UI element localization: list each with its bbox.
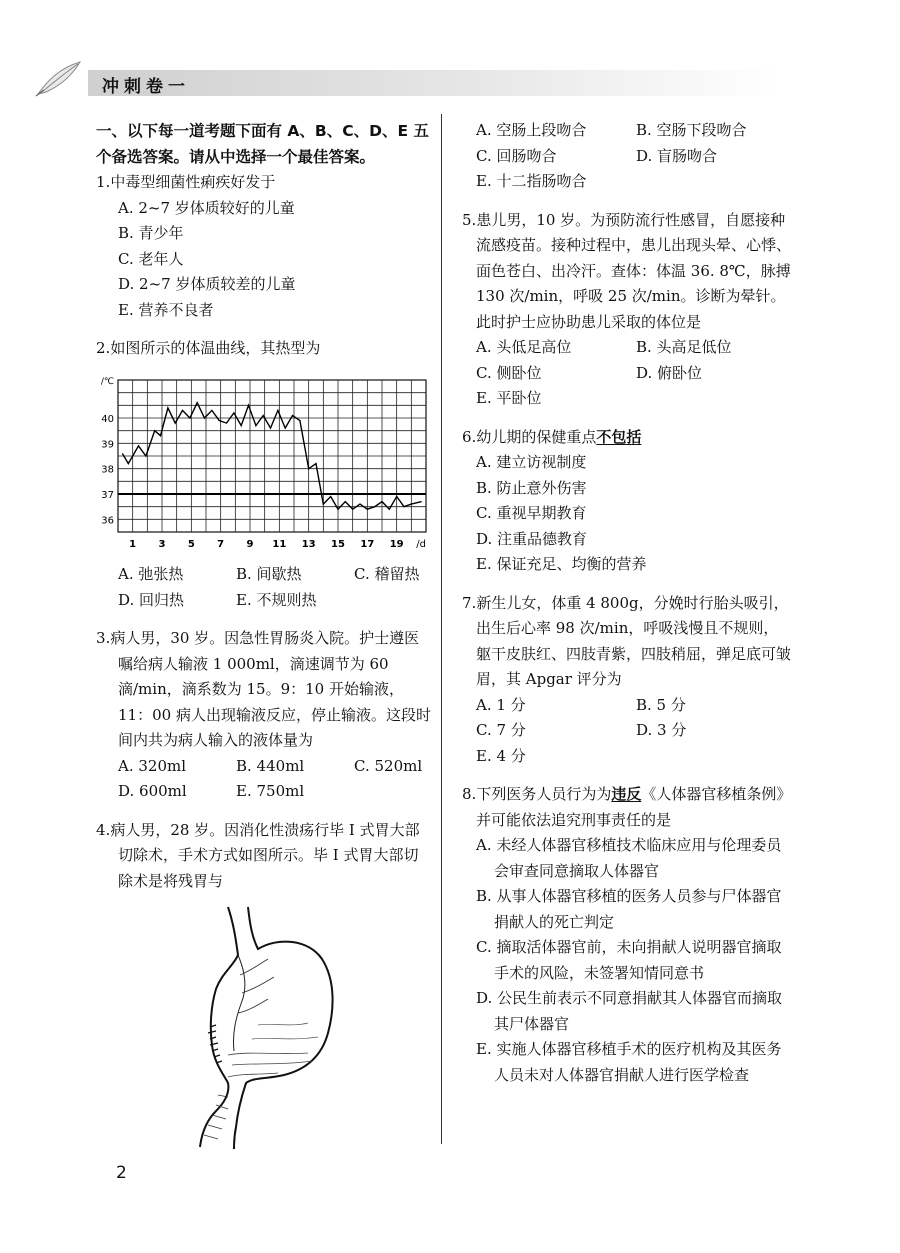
option: B. 空肠下段吻合 — [636, 121, 747, 139]
y-tick-label: 40 — [101, 414, 114, 425]
x-tick-label: 7 — [217, 539, 225, 550]
header-band — [88, 70, 778, 96]
option: D. 注重品德教育 — [476, 529, 588, 548]
option: E. 不规则热 — [236, 590, 317, 609]
option: E. 十二指肠吻合 — [476, 172, 587, 190]
option: B. 头高足低位 — [636, 338, 732, 356]
question-8-stem-rest: 《人体器官移植条例》并可能依法追究刑事责任的是 — [476, 785, 792, 829]
option: C. 侧卧位 — [476, 363, 542, 382]
temperature-chart-svg — [96, 372, 432, 552]
question-2: 2.如图所示的体温曲线，其热型为 — [96, 339, 321, 357]
option: C. 重视早期教育 — [476, 504, 587, 522]
option: A. 弛张热 — [118, 565, 184, 583]
option: E. 4 分 — [476, 746, 526, 765]
question-5-stem: 患儿男，10 岁。为预防流行性感冒，自愿接种流感疫苗。接种过程中，患儿出现头晕、心悸、面色苍白、出冷汗。查体：体温 36. 8℃，脉搏 130 次/min，呼吸 25 次/min。诊断为晕针。此时护士应协助患儿采取的体位是 — [476, 210, 792, 331]
option: C. 稽留热 — [354, 565, 420, 583]
question-8: 8.下列医务人员行为为违反《人体器官移植条例》并可能依法追究刑事责任的是 A. 未经人体器官移植技术临床应用与伦理委员会审查同意摘取人体器官 B. 从事人体器官移植的医务人员参与尸体器官捐献人的死亡判定 C. 摘取活体器官前，未向捐献人说明器官摘取手术的风险，未签署知情同意书 D. 公民生前表示不同意捐献其人体器官而摘取其尸体器官 E. 实施人体器官移植手术的医疗机构及其医务人员未对人体器官捐献人进行医学检查 — [462, 782, 792, 1088]
question-4-stem: 病人男，28 岁。因消化性溃疡行毕 Ⅰ 式胃大部切除术，手术方式如图所示。毕 Ⅰ 式胃大部切除术是将残胃与 — [110, 820, 420, 890]
question-3: 3.病人男，30 岁。因急性胃肠炎入院。护士遵医嘱给病人输液 1 000ml，滴速调节为 60 滴/min，滴系数为 15。9：10 开始输液，11：00 病人出现输液反应，停止输液。这段时间内共为病人输入的液体量为 A. 320ml B. 440ml C. 520ml D. 600ml E. 750ml — [96, 626, 432, 805]
option: C. 摘取活体器官前，未向捐献人说明器官摘取手术的风险，未签署知情同意书 — [476, 938, 782, 982]
option: A. 空肠上段吻合 — [476, 121, 587, 139]
option: D. 公民生前表示不同意捐献其人体器官而摘取其尸体器官 — [476, 989, 783, 1033]
option: A. 头低足高位 — [476, 338, 572, 356]
option: A. 320ml — [118, 756, 187, 775]
y-tick-label: 38 — [101, 464, 114, 476]
y-tick-label: 36 — [101, 515, 114, 527]
option: A. 建立访视制度 — [476, 453, 587, 471]
feather-logo-icon — [34, 58, 86, 98]
question-6-emphasis: 不包括 — [596, 427, 642, 446]
question-6-stem: 幼儿期的保健重点 — [476, 427, 597, 446]
option: C. 520ml — [354, 756, 423, 775]
x-tick-label: 11 — [272, 539, 287, 550]
option: E. 营养不良者 — [118, 300, 214, 319]
option: D. 600ml — [118, 782, 187, 800]
question-2-stem: 如图所示的体温曲线，其热型为 — [110, 339, 321, 357]
x-tick-label: 17 — [360, 539, 375, 550]
option: C. 7 分 — [476, 721, 526, 739]
x-tick-label: 9 — [246, 539, 254, 550]
question-1-stem: 中毒型细菌性痢疾好发于 — [110, 173, 276, 191]
option: C. 回肠吻合 — [476, 146, 557, 165]
question-8-stem: 下列医务人员行为为 — [476, 785, 612, 803]
x-unit-label: /d — [416, 539, 426, 550]
x-tick-label: 15 — [331, 539, 345, 550]
left-column — [96, 118, 432, 362]
y-unit-label: /℃ — [100, 377, 114, 387]
question-5: 5.患儿男，10 岁。为预防流行性感冒，自愿接种流感疫苗。接种过程中，患儿出现头晕、心悸、面色苍白、出冷汗。查体：体温 36. 8℃，脉搏 130 次/min，呼吸 25 次/min。诊断为晕针。此时护士应协助患儿采取的体位是 A. 头低足高位 B. 头高足低位 C. 侧卧位 D. 俯卧位 E. 平卧位 — [462, 208, 792, 412]
option: D. 回归热 — [118, 590, 185, 609]
question-4: 4.病人男，28 岁。因消化性溃疡行毕 Ⅰ 式胃大部切除术，手术方式如图所示。毕 Ⅰ 式胃大部切除术是将残胃与 — [96, 820, 420, 890]
page-number: 2 — [116, 1163, 127, 1183]
question-6: 6.幼儿期的保健重点不包括 A. 建立访视制度 B. 防止意外伤害 C. 重视早期教育 D. 注重品德教育 E. 保证充足、均衡的营养 — [462, 425, 792, 578]
option: E. 实施人体器官移植手术的医疗机构及其医务人员未对人体器官捐献人进行医学检查 — [476, 1040, 782, 1084]
question-7-stem: 新生儿女，体重 4 800g，分娩时行胎头吸引，出生后心率 98 次/min，呼吸浅慢且不规则，躯干皮肤红、四肢青紫，四肢稍屈，弹足底可皱眉，其 Apgar 评分为 — [476, 593, 792, 688]
x-tick-label: 13 — [301, 539, 316, 550]
option: B. 防止意外伤害 — [476, 478, 587, 497]
option: E. 平卧位 — [476, 389, 542, 407]
option: D. 3 分 — [636, 721, 687, 739]
x-tick-label: 19 — [389, 539, 404, 550]
x-tick-label: 5 — [187, 539, 195, 550]
option: D. 盲肠吻合 — [636, 146, 718, 165]
left-column-lower — [96, 562, 432, 894]
header-title: 冲刺卷一 — [102, 77, 190, 97]
option: B. 从事人体器官移植的医务人员参与尸体器官捐献人的死亡判定 — [476, 887, 782, 931]
option: D. 2~7 岁体质较差的儿童 — [118, 275, 296, 293]
option: D. 俯卧位 — [636, 363, 703, 382]
option: B. 间歇热 — [236, 565, 302, 583]
option: B. 5 分 — [636, 695, 686, 714]
x-tick-label: 3 — [158, 539, 166, 550]
option: A. 1 分 — [476, 695, 526, 714]
option: C. 老年人 — [118, 249, 184, 268]
x-tick-label: 1 — [129, 539, 137, 550]
option: B. 青少年 — [118, 224, 184, 242]
option: A. 2~7 岁体质较好的儿童 — [118, 198, 295, 217]
stomach-surgery-illustration — [188, 905, 338, 1150]
question-1: 1.中毒型细菌性痢疾好发于 A. 2~7 岁体质较好的儿童 B. 青少年 C. 老年人 D. 2~7 岁体质较差的儿童 E. 营养不良者 — [96, 170, 432, 323]
y-tick-label: 37 — [101, 490, 114, 501]
option: A. 未经人体器官移植技术临床应用与伦理委员会审查同意摘取人体器官 — [476, 836, 782, 880]
question-7: 7.新生儿女，体重 4 800g，分娩时行胎头吸引，出生后心率 98 次/min，呼吸浅慢且不规则，躯干皮肤红、四肢青紫，四肢稍屈，弹足底可皱眉，其 Apgar 评分为 A. 1 分 B. 5 分 C. 7 分 D. 3 分 E. 4 分 — [462, 591, 792, 770]
column-divider — [441, 114, 442, 1144]
option: E. 保证充足、均衡的营养 — [476, 555, 647, 573]
option: E. 750ml — [236, 782, 305, 800]
right-column — [462, 118, 792, 1088]
question-8-emphasis: 违反 — [611, 785, 642, 803]
question-3-stem: 病人男，30 岁。因急性胃肠炎入院。护士遵医嘱给病人输液 1 000ml，滴速调节为 60 滴/min，滴系数为 15。9：10 开始输液，11：00 病人出现输液反应，停止输液。这段时间内共为病人输入的液体量为 — [110, 629, 431, 749]
temperature-chart — [96, 372, 432, 552]
option: B. 440ml — [236, 756, 305, 775]
y-tick-label: 39 — [101, 439, 114, 451]
section-heading: 一、以下每一道考题下面有 A、B、C、D、E 五个备选答案。请从中选择一个最佳答案。 — [96, 122, 429, 166]
